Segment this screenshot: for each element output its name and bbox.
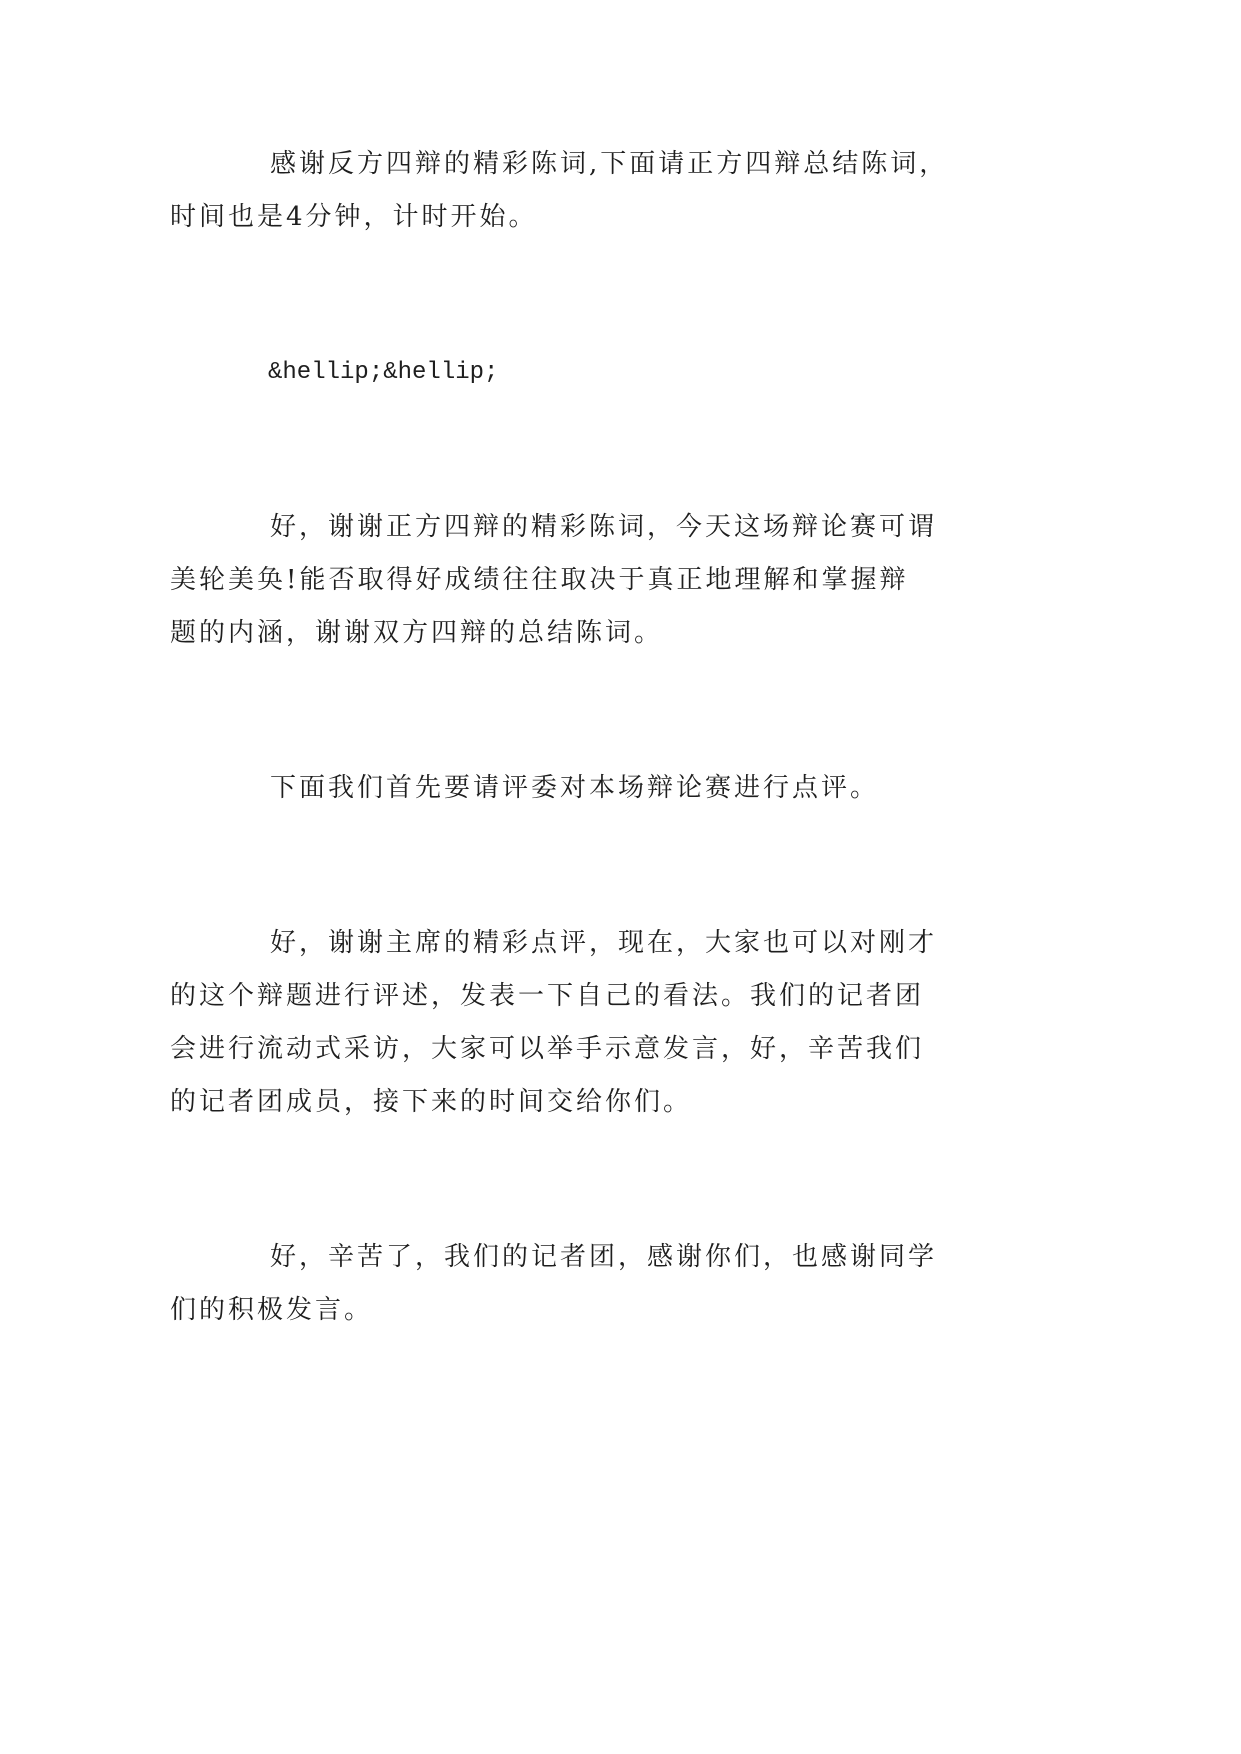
paragraph-line: 们的积极发言。 — [170, 1295, 374, 1325]
paragraph-line: 的这个辩题进行评述，发表一下自己的看法。我们的记者团 — [170, 981, 925, 1011]
paragraph-line: 会进行流动式采访，大家可以举手示意发言，好，辛苦我们 — [170, 1034, 925, 1064]
paragraph — [170, 762, 1041, 815]
paragraph-line: 好，辛苦了，我们的记者团，感谢你们，也感谢同学 — [270, 1242, 938, 1272]
paragraph-line: 好，谢谢主席的精彩点评，现在，大家也可以对刚才 — [270, 928, 938, 958]
paragraph — [170, 346, 1041, 399]
paragraph — [170, 138, 1041, 244]
paragraph-line: 感谢反方四辩的精彩陈词,下面请正方四辩总结陈词， — [270, 149, 949, 179]
ellipsis-line: &hellip;&hellip; — [268, 359, 499, 386]
paragraph-line: 题的内涵，谢谢双方四辩的总结陈词。 — [170, 618, 664, 648]
paragraph — [170, 1231, 1041, 1337]
paragraph-line: 下面我们首先要请评委对本场辩论赛进行点评。 — [270, 773, 880, 803]
paragraph-line: 好，谢谢正方四辩的精彩陈词，今天这场辩论赛可谓 — [270, 512, 938, 542]
paragraph-line: 时间也是4分钟，计时开始。 — [170, 202, 538, 232]
paragraph-line: 美轮美奂!能否取得好成绩往往取决于真正地理解和掌握辩 — [170, 565, 909, 595]
paragraph — [170, 501, 1041, 660]
paragraph-line: 的记者团成员，接下来的时间交给你们。 — [170, 1087, 693, 1117]
paragraph — [170, 917, 1041, 1129]
